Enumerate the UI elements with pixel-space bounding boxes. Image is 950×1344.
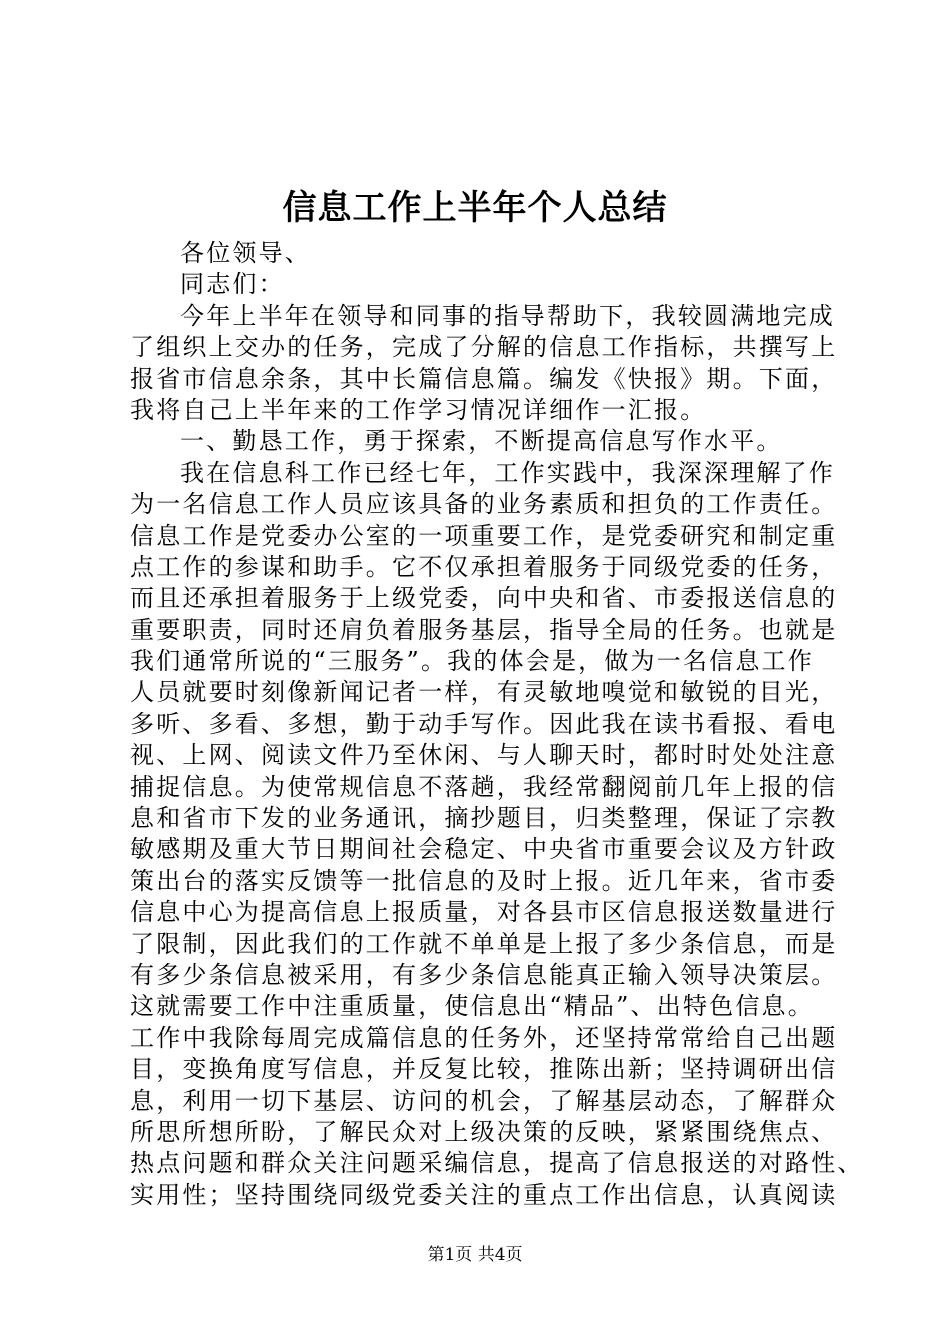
paragraph-line: 所思所想所盼，了解民众对上级决策的反映，紧紧围绕焦点、 [130,1117,838,1146]
section-heading: 一、勤恳工作，勇于探索，不断提高信息写作水平。 [180,427,783,456]
paragraph-line: 有多少条信息被采用，有多少条信息能真正输入领导决策层。 [130,960,838,989]
paragraph-line: 息，利用一切下基层、访问的机会，了解基层动态，了解群众 [130,1086,838,1115]
paragraph-line: 我们通常所说的“三服务”。我的体会是，做为一名信息工作 [130,647,814,676]
page-number-footer: 第1页 共4页 [427,1245,523,1265]
paragraph-line: 了限制，因此我们的工作就不单单是上报了多少条信息，而是 [130,929,838,958]
paragraph-line: 实用性；坚持围绕同级党委关注的重点工作出信息，认真阅读 [130,1180,838,1209]
paragraph-line: 点工作的参谋和助手。它不仅承担着服务于同级党委的任务， [130,552,838,581]
paragraph-line: 策出台的落实反馈等一批信息的及时上报。近几年来，省市委 [130,866,838,895]
paragraph-line: 而且还承担着服务于上级党委，向中央和省、市委报送信息的 [130,584,838,613]
paragraph-line: 了组织上交办的任务，完成了分解的信息工作指标，共撰写上 [130,333,838,362]
paragraph-line: 目，变换角度写信息，并反复比较，推陈出新；坚持调研出信 [130,1055,838,1084]
paragraph-line: 人员就要时刻像新闻记者一样，有灵敏地嗅觉和敏锐的目光， [130,678,838,707]
paragraph-line: 工作中我除每周完成篇信息的任务外，还坚持常常给自己出题 [130,1023,838,1052]
document-title: 信息工作上半年个人总结 [282,188,668,228]
paragraph-line: 捕捉信息。为使常规信息不落趟，我经常翻阅前几年上报的信 [130,772,838,801]
paragraph-line: 息和省市下发的业务通讯，摘抄题目，归类整理，保证了宗教 [130,804,838,833]
salutation-line: 各位领导、 [180,239,311,267]
paragraph-line: 热点问题和群众关注问题采编信息，提高了信息报送的对路性、 [130,1149,864,1178]
paragraph-line: 敏感期及重大节日期间社会稳定、中央省市重要会议及方针政 [130,835,838,864]
paragraph-line: 我将自己上半年来的工作学习情况详细作一汇报。 [130,395,707,424]
paragraph-line: 信息工作是党委办公室的一项重要工作，是党委研究和制定重 [130,521,838,550]
paragraph-line: 多听、多看、多想，勤于动手写作。因此我在读书看报、看电 [130,709,838,738]
paragraph-line: 为一名信息工作人员应该具备的业务素质和担负的工作责任。 [130,490,838,519]
paragraph-line: 今年上半年在领导和同事的指导帮助下，我较圆满地完成 [180,301,835,330]
paragraph-line: 报省市信息余条，其中长篇信息篇。编发《快报》期。下面， [130,364,838,393]
paragraph-line: 信息中心为提高信息上报质量，对各县市区信息报送数量进行 [130,898,838,927]
paragraph-line: 这就需要工作中注重质量，使信息出“精品”、出特色信息。 [130,992,814,1021]
document-body [130,238,864,1211]
salutation-line: 同志们： [180,270,285,299]
paragraph-line: 我在信息科工作已经七年，工作实践中，我深深理解了作 [180,458,835,487]
paragraph-line: 重要职责，同时还肩负着服务基层，指导全局的任务。也就是 [130,615,838,644]
paragraph-line: 视、上网、阅读文件乃至休闲、与人聊天时，都时时处处注意 [130,741,838,770]
